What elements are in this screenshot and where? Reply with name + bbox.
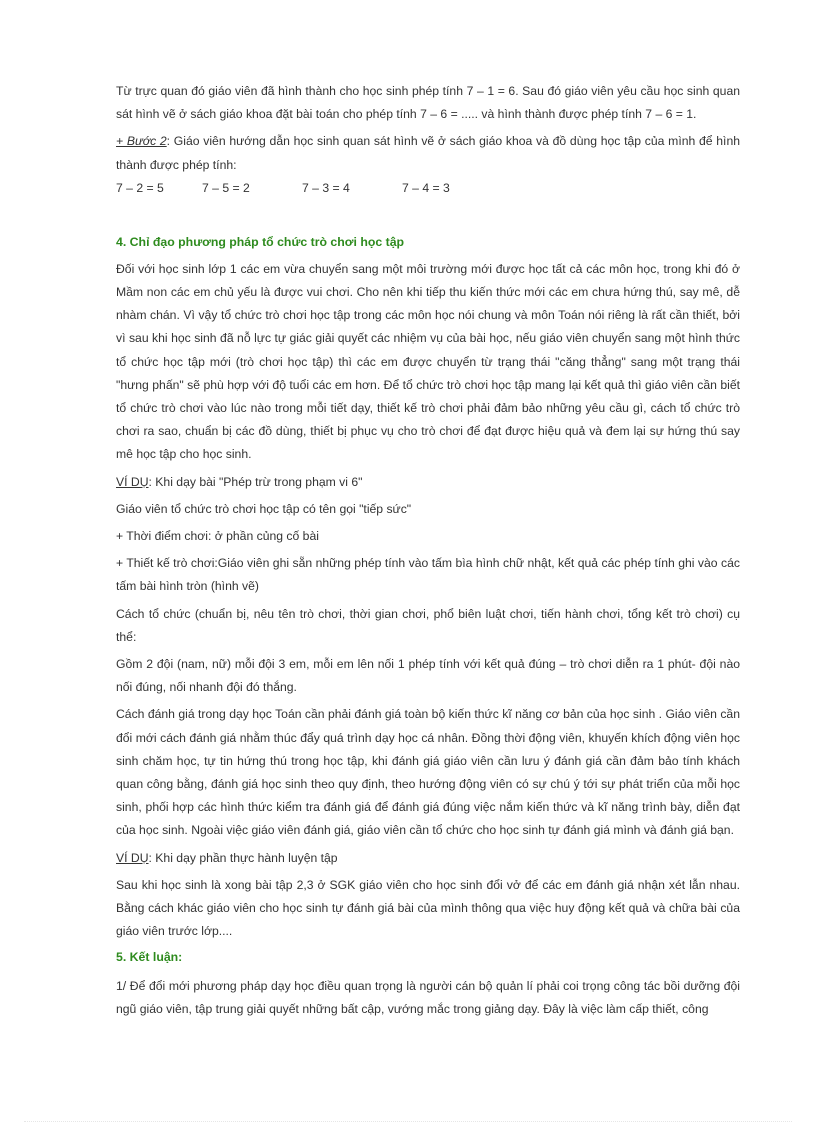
document-page	[116, 80, 740, 1021]
page-bottom-divider	[24, 1121, 792, 1122]
paragraph-example-1	[116, 471, 740, 494]
example-2-text: : Khi dạy phần thực hành luyện tập	[148, 850, 338, 865]
operations-row	[116, 177, 740, 200]
example-label: VÍ DỤ	[116, 850, 149, 865]
example-1-text: : Khi dạy bài "Phép trừ trong phạm vi 6"	[148, 474, 363, 489]
example-label: VÍ DỤ	[116, 474, 149, 489]
paragraph-evaluation: Cách đánh giá trong dạy học Toán cần phải đánh giá toàn bộ kiến thức kĩ năng cơ bản của học sinh . Giáo viên cần đổi mới cách đánh giá nhằm thúc đẩy quá trình dạy học cá nhân. Đồng thời động viên, khuyến khích động viên học sinh chăm học, tự tin hứng thú trong học tập, khi đánh giá giáo viên cần lưu ý đánh giá cần đảm bảo tính khách quan công bằng, đánh giá học sinh theo quy định, theo hướng động viên có sự chú ý tới sự phát triển của mỗi học sinh, phối hợp các hình thức kiểm tra đánh giá để đánh giá đúng việc nắm kiến thức và kĩ năng trình bày, diễn đạt của học sinh. Ngoài việc giáo viên đánh giá, giáo viên cần tổ chức cho học sinh tự đánh giá mình và đánh giá bạn.	[116, 707, 740, 838]
section-heading-4: 4. Chỉ đạo phương pháp tổ chức trò chơi học tập	[116, 234, 405, 249]
step-2-text: : Giáo viên hướng dẫn học sinh quan sát hình vẽ ở sách giáo khoa và đồ dùng học tập của mình để hình thành được phép tính:	[116, 134, 740, 172]
paragraph-intro: Từ trực quan đó giáo viên đã hình thành cho học sinh phép tính 7 – 1 = 6. Sau đó giáo viên yêu cầu học sinh quan sát hình vẽ ở sách giáo khoa đặt bài toán cho phép tính 7 – 6 = ..... và hình thành được phép tính 7 – 6 = 1.	[116, 84, 740, 122]
paragraph-game-teams: Gồm 2 đội (nam, nữ) mỗi đội 3 em, mỗi em lên nối 1 phép tính với kết quả đúng – trò chơi diễn ra 1 phút- đội nào nối đúng, nối nhanh đội đó thắng.	[116, 657, 740, 695]
paragraph-game-organization: Cách tổ chức (chuẩn bị, nêu tên trò chơi, thời gian chơi, phổ biên luật chơi, tiến hành chơi, tổng kết trò chơi) cụ thể:	[116, 606, 740, 644]
operation-2: 7 – 5 = 2	[202, 180, 250, 195]
paragraph-game-name: Giáo viên tổ chức trò chơi học tập có tên gọi "tiếp sức"	[116, 501, 412, 516]
operation-3: 7 – 3 = 4	[302, 180, 350, 195]
paragraph-practice: Sau khi học sinh là xong bài tập 2,3 ở SGK giáo viên cho học sinh đổi vở để các em đánh giá nhận xét lẫn nhau. Bằng cách khác giáo viên cho học sinh tự đánh giá bài của mình thông qua việc huy động kết quả và chữa bài của giáo viên trước lớp....	[116, 877, 740, 939]
paragraph-conclusion: 1/ Để đổi mới phương pháp dạy học điều quan trọng là người cán bộ quản lí phải coi trọng công tác bồi dưỡng đội ngũ giáo viên, tập trung giải quyết những bất cập, vướng mắc trong giảng dạy. Đây là việc làm cấp thiết, công	[116, 978, 740, 1016]
step-2-label: + Bước 2	[116, 134, 167, 149]
operation-1: 7 – 2 = 5	[116, 180, 164, 195]
paragraph-games: Đối với học sinh lớp 1 các em vừa chuyển sang một môi trường mới được học tất cả các môn học, trong khi đó ở Mầm non các em chủ yếu là được vui chơi. Cho nên khi tiếp thu kiến thức mới các em chưa hứng thú, say mê, dễ nhàm chán. Vì vậy tổ chức trò chơi học tập trong các môn học nói chung và môn Toán nói riêng là rất cần thiết, bởi vì sau khi học sinh đã nỗ lực tự giác giải quyết các nhiệm vụ của bài học, nếu giáo viên chuyển sang một hình thức tổ chức học tập mới (trò chơi học tập) thì các em được chuyển từ trạng thái "căng thẳng" sang một trạng thái "hưng phấn" sẽ phù hợp với độ tuổi các em hơn. Để tổ chức trò chơi học tập mang lại kết quả thì giáo viên cần biết tổ chức trò chơi vào lúc nào trong mỗi tiết dạy, thiết kế trò chơi phải đảm bảo những yêu cầu gì, cách tổ chức trò chơi ra sao, chuẩn bị các đồ dùng, thiết bị phục vụ cho trò chơi để đạt được hiệu quả và đem lại sự hứng thú say mê học tập cho học sinh.	[116, 261, 740, 462]
section-heading-5: 5. Kết luận:	[116, 949, 183, 964]
paragraph-game-time: + Thời điểm chơi: ở phần củng cố bài	[116, 529, 319, 544]
operation-4: 7 – 4 = 3	[402, 180, 450, 195]
paragraph-step-2	[116, 130, 740, 176]
paragraph-game-design: + Thiết kế trò chơi:Giáo viên ghi sẵn những phép tính vào tấm bìa hình chữ nhật, kết quả các phép tính ghi vào các tấm bài hình tròn (hình vẽ)	[116, 556, 740, 594]
paragraph-example-2	[116, 847, 740, 870]
